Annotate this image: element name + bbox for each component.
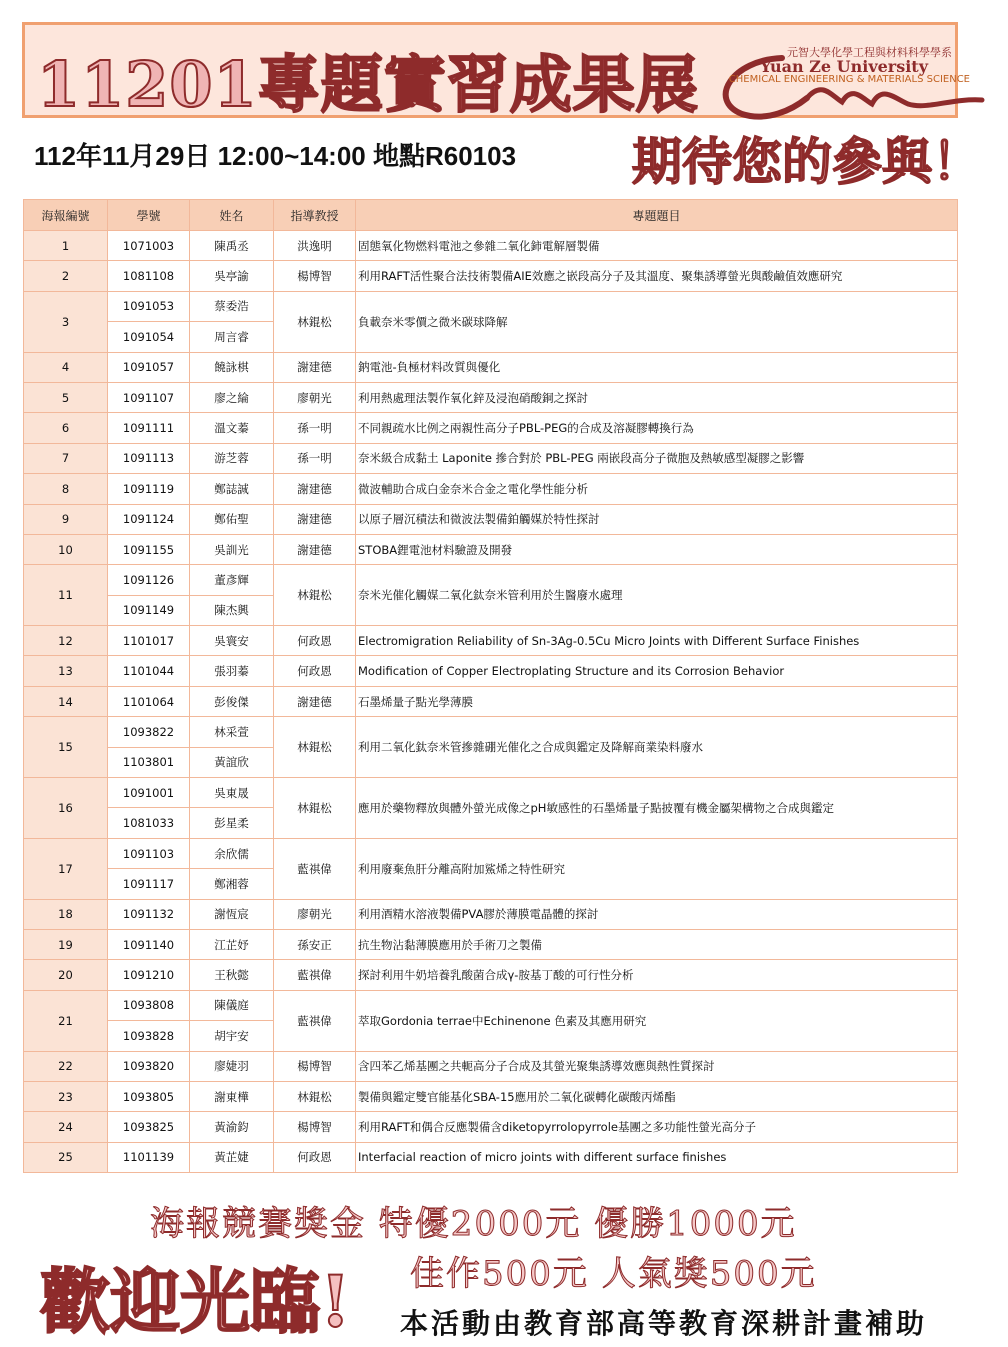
student-id: 1093825 xyxy=(108,1112,190,1142)
student-name: 游芝蓉 xyxy=(190,443,274,473)
poster-number: 6 xyxy=(24,413,108,443)
student-name: 董彥輝 xyxy=(190,565,274,595)
topic-title: 製備與鑑定雙官能基化SBA-15應用於二氧化碳轉化碳酸丙烯酯 xyxy=(356,1081,958,1111)
poster-number: 3 xyxy=(24,291,108,352)
topic-title: Modification of Copper Electroplating Structure and its Corrosion Behavior xyxy=(356,656,958,686)
topic-title: Electromigration Reliability of Sn-3Ag-0.5Cu Micro Joints with Different Surface Finishes xyxy=(356,626,958,656)
student-id: 1101044 xyxy=(108,656,190,686)
poster-number: 24 xyxy=(24,1112,108,1142)
topic-title: 抗生物沾黏薄膜應用於手術刀之製備 xyxy=(356,929,958,959)
logo-chinese-name: 元智大學化學工程與材料科學學系 xyxy=(787,46,952,59)
header-poster-no: 海報編號 xyxy=(24,200,108,231)
student-name: 黃芷婕 xyxy=(190,1142,274,1172)
table-row xyxy=(24,626,958,656)
student-id: 1091103 xyxy=(108,838,190,868)
poster-number: 14 xyxy=(24,686,108,716)
student-name: 謝東樺 xyxy=(190,1081,274,1111)
student-name: 蔡委浩 xyxy=(190,291,274,321)
advisor-name: 藍祺偉 xyxy=(274,990,356,1051)
student-name: 吳寰安 xyxy=(190,626,274,656)
student-name: 胡宇安 xyxy=(190,1021,274,1051)
poster-number: 10 xyxy=(24,534,108,564)
advisor-name: 藍祺偉 xyxy=(274,838,356,899)
topic-title: Interfacial reaction of micro joints with different surface finishes xyxy=(356,1142,958,1172)
advisor-name: 楊博智 xyxy=(274,1051,356,1081)
topic-title: 石墨烯量子點光學薄膜 xyxy=(356,686,958,716)
table-row xyxy=(24,929,958,959)
poster-number: 21 xyxy=(24,990,108,1051)
topic-title: 奈米級合成黏土 Laponite 摻合對於 PBL-PEG 兩嵌段高分子微胞及熱敏感型凝膠之影響 xyxy=(356,443,958,473)
table-row xyxy=(24,413,958,443)
student-name: 林采萱 xyxy=(190,717,274,747)
advisor-name: 孫安正 xyxy=(274,929,356,959)
topic-title: 利用酒精水溶液製備PVA膠於薄膜電晶體的探討 xyxy=(356,899,958,929)
student-id: 1091124 xyxy=(108,504,190,534)
header-topic: 專題題目 xyxy=(356,200,958,231)
topic-title: 利用RAFT活性聚合法技術製備AIE效應之嵌段高分子及其溫度、聚集誘導螢光與酸鹼值效應研究 xyxy=(356,261,958,291)
student-name: 黃誼欣 xyxy=(190,747,274,777)
student-id: 1091210 xyxy=(108,960,190,990)
student-name: 溫文蓁 xyxy=(190,413,274,443)
student-id: 1081033 xyxy=(108,808,190,838)
student-id: 1093828 xyxy=(108,1021,190,1051)
student-name: 謝恆宸 xyxy=(190,899,274,929)
prize-line-2: 佳作500元 人氣獎500元 xyxy=(410,1254,817,1294)
table-row xyxy=(24,838,958,868)
table-header-row xyxy=(24,200,958,231)
student-id: 1101017 xyxy=(108,626,190,656)
student-name: 王秋懿 xyxy=(190,960,274,990)
topic-title: 微波輔助合成白金奈米合金之電化學性能分析 xyxy=(356,474,958,504)
student-id: 1091149 xyxy=(108,595,190,625)
table-row xyxy=(24,534,958,564)
student-id: 1091107 xyxy=(108,382,190,412)
welcome-text: 歡迎光臨! xyxy=(40,1260,351,1343)
header-advisor: 指導教授 xyxy=(274,200,356,231)
advisor-name: 林錕松 xyxy=(274,291,356,352)
table-row xyxy=(24,1051,958,1081)
header-name: 姓名 xyxy=(190,200,274,231)
student-name: 鄭佑聖 xyxy=(190,504,274,534)
student-id: 1091057 xyxy=(108,352,190,382)
poster-number: 12 xyxy=(24,626,108,656)
student-name: 陳儀庭 xyxy=(190,990,274,1020)
poster-table xyxy=(23,199,958,1173)
student-name: 吳亭諭 xyxy=(190,261,274,291)
event-dateline: 112年11月29日 12:00~14:00 地點R60103 xyxy=(34,141,517,171)
table-row xyxy=(24,778,958,808)
table-row xyxy=(24,352,958,382)
advisor-name: 謝建德 xyxy=(274,474,356,504)
student-name: 廖之綸 xyxy=(190,382,274,412)
advisor-name: 孫一明 xyxy=(274,443,356,473)
advisor-name: 楊博智 xyxy=(274,1112,356,1142)
table-row xyxy=(24,291,958,321)
poster-number: 15 xyxy=(24,717,108,778)
advisor-name: 林錕松 xyxy=(274,565,356,626)
poster-number: 4 xyxy=(24,352,108,382)
logo-english-name: Yuan Ze University xyxy=(759,57,928,76)
advisor-name: 謝建德 xyxy=(274,686,356,716)
advisor-name: 楊博智 xyxy=(274,261,356,291)
student-id: 1091111 xyxy=(108,413,190,443)
advisor-name: 孫一明 xyxy=(274,413,356,443)
advisor-name: 廖朝光 xyxy=(274,382,356,412)
topic-title: STOBA鋰電池材料驗證及開發 xyxy=(356,534,958,564)
student-id: 1081108 xyxy=(108,261,190,291)
student-id: 1101064 xyxy=(108,686,190,716)
student-name: 吳東晟 xyxy=(190,778,274,808)
student-name: 陳杰興 xyxy=(190,595,274,625)
topic-title: 奈米光催化觸媒二氧化鈦奈米管利用於生醫廢水處理 xyxy=(356,565,958,626)
student-name: 饒詠棋 xyxy=(190,352,274,382)
student-id: 1091117 xyxy=(108,869,190,899)
poster-number: 22 xyxy=(24,1051,108,1081)
student-name: 鄭湘蓉 xyxy=(190,869,274,899)
table-row xyxy=(24,261,958,291)
advisor-name: 何政恩 xyxy=(274,626,356,656)
prize-line-1: 海報競賽獎金 特優2000元 優勝1000元 xyxy=(150,1204,797,1244)
topic-title: 固態氧化物燃料電池之參雜二氧化鈰電解層製備 xyxy=(356,231,958,261)
student-id: 1093820 xyxy=(108,1051,190,1081)
student-id: 1091001 xyxy=(108,778,190,808)
student-name: 廖婕羽 xyxy=(190,1051,274,1081)
table-row xyxy=(24,382,958,412)
topic-title: 負載奈米零價之微米碳球降解 xyxy=(356,291,958,352)
poster-number: 17 xyxy=(24,838,108,899)
topic-title: 利用RAFT和偶合反應製備含diketopyrrolopyrrole基團之多功能性螢光高分子 xyxy=(356,1112,958,1142)
anticipation-slogan: 期待您的參與！ xyxy=(632,132,982,191)
poster-number: 13 xyxy=(24,656,108,686)
table-row xyxy=(24,1142,958,1172)
table-row xyxy=(24,960,958,990)
poster-number: 16 xyxy=(24,778,108,839)
advisor-name: 廖朝光 xyxy=(274,899,356,929)
topic-title: 不同親疏水比例之兩親性高分子PBL-PEG的合成及溶凝膠轉換行為 xyxy=(356,413,958,443)
student-id: 1091113 xyxy=(108,443,190,473)
student-id: 1091132 xyxy=(108,899,190,929)
advisor-name: 林錕松 xyxy=(274,1081,356,1111)
student-name: 張羽蓁 xyxy=(190,656,274,686)
topic-title: 應用於藥物釋放與體外螢光成像之pH敏感性的石墨烯量子點披覆有機金屬架構物之合成與鑑定 xyxy=(356,778,958,839)
poster-number: 20 xyxy=(24,960,108,990)
poster-number: 25 xyxy=(24,1142,108,1172)
poster-number: 18 xyxy=(24,899,108,929)
advisor-name: 林錕松 xyxy=(274,778,356,839)
table-row xyxy=(24,504,958,534)
advisor-name: 何政恩 xyxy=(274,656,356,686)
table-row xyxy=(24,686,958,716)
table-row xyxy=(24,899,958,929)
topic-title: 利用廢棄魚肝分離高附加鯊烯之特性研究 xyxy=(356,838,958,899)
student-id: 1091119 xyxy=(108,474,190,504)
advisor-name: 林錕松 xyxy=(274,717,356,778)
student-name: 江芷妤 xyxy=(190,929,274,959)
advisor-name: 何政恩 xyxy=(274,1142,356,1172)
student-name: 鄭誌誠 xyxy=(190,474,274,504)
student-id: 1093822 xyxy=(108,717,190,747)
poster-number: 9 xyxy=(24,504,108,534)
table-row xyxy=(24,656,958,686)
poster-number: 19 xyxy=(24,929,108,959)
student-id: 1091053 xyxy=(108,291,190,321)
exhibition-title: 11201專題實習成果展 xyxy=(37,48,699,121)
poster-number: 11 xyxy=(24,565,108,626)
student-name: 周言睿 xyxy=(190,322,274,352)
table-row xyxy=(24,231,958,261)
header-student-id: 學號 xyxy=(108,200,190,231)
university-logo xyxy=(712,40,992,126)
topic-title: 利用熱處理法製作氧化鋅及浸泡硝酸銅之探討 xyxy=(356,382,958,412)
logo-department: CHEMICAL ENGINEERING & MATERIALS SCIENCE xyxy=(728,74,970,85)
student-name: 彭俊傑 xyxy=(190,686,274,716)
student-id: 1091155 xyxy=(108,534,190,564)
student-id: 1091054 xyxy=(108,322,190,352)
student-id: 1071003 xyxy=(108,231,190,261)
topic-title: 探討利用牛奶培養乳酸菌合成γ-胺基丁酸的可行性分析 xyxy=(356,960,958,990)
student-id: 1103801 xyxy=(108,747,190,777)
poster-number: 7 xyxy=(24,443,108,473)
student-name: 彭星柔 xyxy=(190,808,274,838)
poster-number: 1 xyxy=(24,231,108,261)
student-id: 1093808 xyxy=(108,990,190,1020)
advisor-name: 藍祺偉 xyxy=(274,960,356,990)
student-name: 陳禹丞 xyxy=(190,231,274,261)
table-row xyxy=(24,443,958,473)
table-body xyxy=(24,231,958,1173)
table-row xyxy=(24,717,958,747)
poster-number: 5 xyxy=(24,382,108,412)
table-row xyxy=(24,1081,958,1111)
topic-title: 利用二氧化鈦奈米管摻雜硼光催化之合成與鑑定及降解商業染料廢水 xyxy=(356,717,958,778)
topic-title: 含四苯乙烯基團之共軛高分子合成及其螢光聚集誘導效應與熱性質探討 xyxy=(356,1051,958,1081)
student-name: 余欣儒 xyxy=(190,838,274,868)
table-row xyxy=(24,565,958,595)
topic-title: 萃取Gordonia terrae中Echinenone 色素及其應用研究 xyxy=(356,990,958,1051)
student-id: 1093805 xyxy=(108,1081,190,1111)
student-name: 黃渝鈞 xyxy=(190,1112,274,1142)
topic-title: 鈉電池-負極材料改質與優化 xyxy=(356,352,958,382)
table-row xyxy=(24,474,958,504)
student-id: 1091140 xyxy=(108,929,190,959)
advisor-name: 洪逸明 xyxy=(274,231,356,261)
poster-number: 2 xyxy=(24,261,108,291)
advisor-name: 謝建德 xyxy=(274,504,356,534)
sponsor-note: 本活動由教育部高等教育深耕計畫補助 xyxy=(400,1307,928,1340)
poster-number: 8 xyxy=(24,474,108,504)
poster-number: 23 xyxy=(24,1081,108,1111)
student-id: 1091126 xyxy=(108,565,190,595)
advisor-name: 謝建德 xyxy=(274,534,356,564)
student-name: 吳訓光 xyxy=(190,534,274,564)
table-row xyxy=(24,990,958,1020)
table-row xyxy=(24,1112,958,1142)
advisor-name: 謝建德 xyxy=(274,352,356,382)
topic-title: 以原子層沉積法和微波法製備鉑觸媒於特性探討 xyxy=(356,504,958,534)
student-id: 1101139 xyxy=(108,1142,190,1172)
